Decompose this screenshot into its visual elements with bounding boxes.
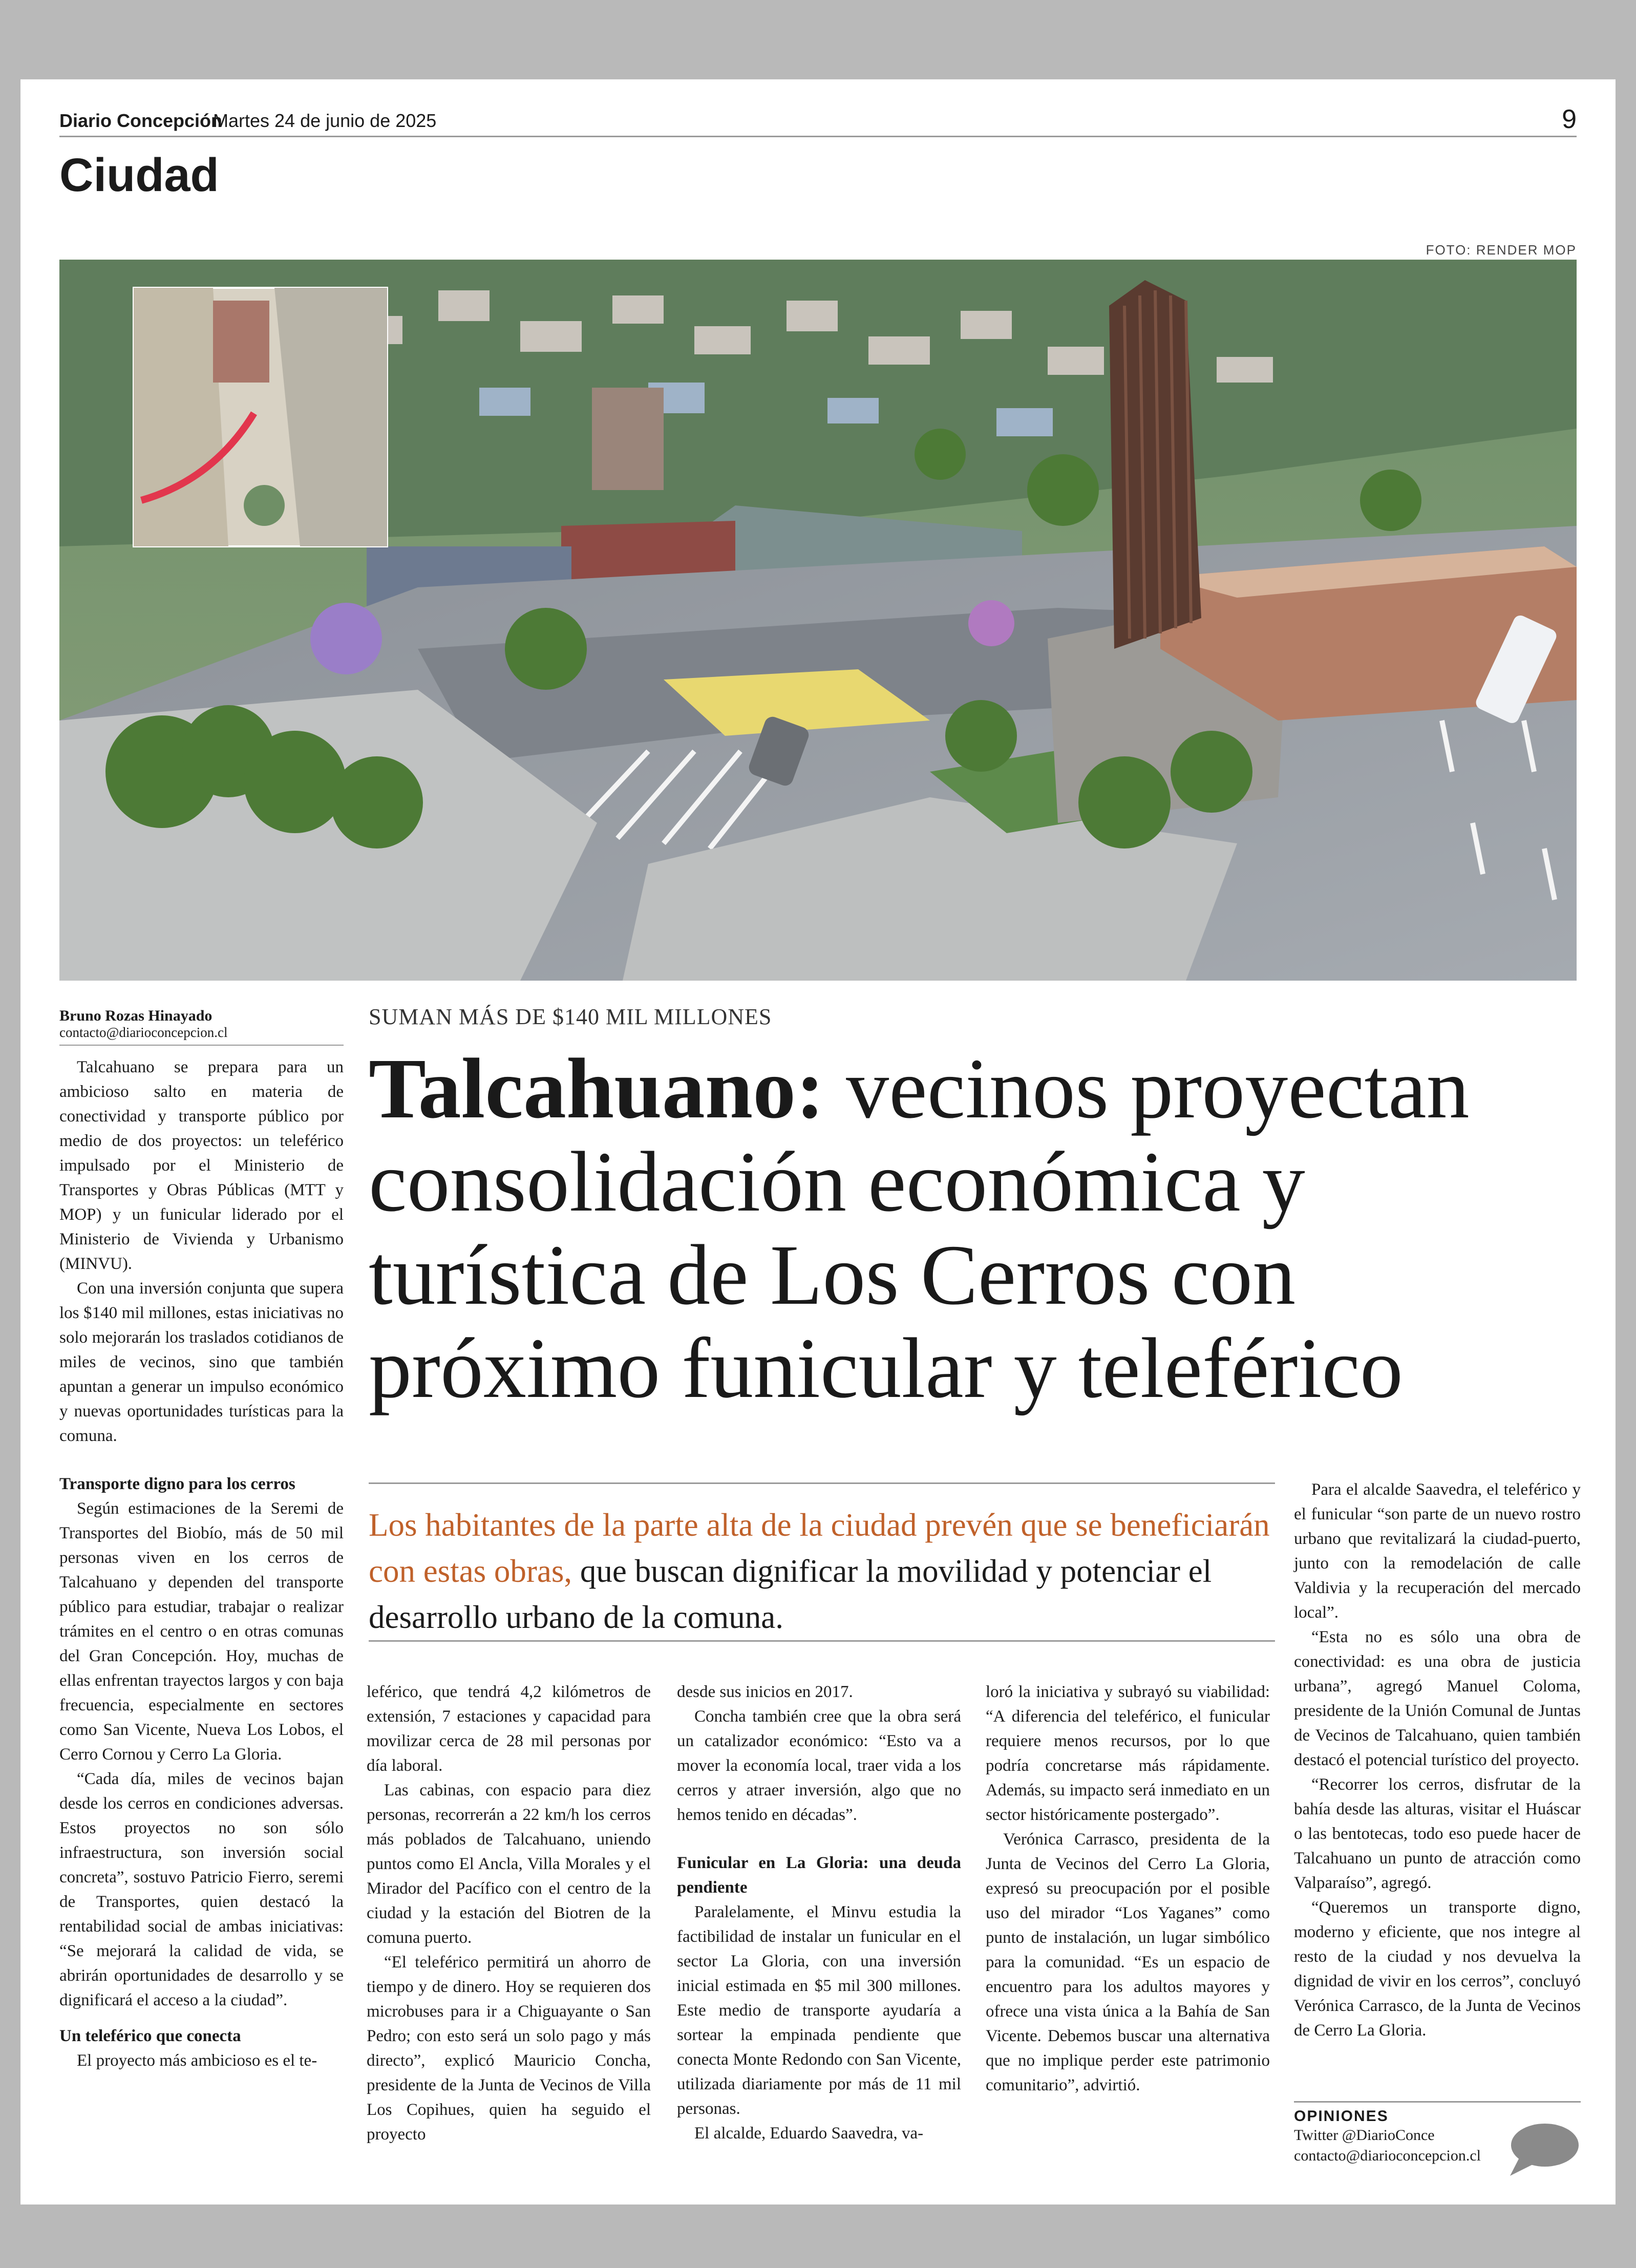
publication-name: Diario Concepción [59,110,223,131]
page-header [59,104,1577,137]
paragraph: desde sus inicios en 2017. [677,1683,853,1701]
paragraph: “Recorrer los cerros, disfrutar de la bahía desde las alturas, visitar el Huáscar o las bentotecas, todo eso puede hacer de Talcahuano un punto de atracción como Valparaíso”, agregó. [1294,1775,1581,1892]
paragraph: El alcalde, Eduardo Saavedra, va- [694,2124,924,2143]
section-title: Ciudad [59,149,219,201]
deck-bottom-rule [369,1640,1275,1642]
author-email[interactable]: contacto@diarioconcepcion.cl [59,1025,228,1040]
paragraph: Para el alcalde Saavedra, el teleférico y el funicular “son parte de un nuevo rostro urbano que revitalizará la ciudad-puerto, junto con la remodelación de calle Valdivia y la recuperación del mercado local”. [1294,1480,1581,1622]
kicker: SUMAN MÁS DE $140 MIL MILLONES [369,1004,772,1029]
page-number: 9 [1562,104,1577,134]
paragraph: loró la iniciativa y subrayó su viabilidad: “A diferencia del teleférico, el funicular requiere menos recursos, por lo que podría concretarse más rápidamente. Además, su impacto será inmediato en un sector históricamente postergado”. [986,1683,1270,1824]
subheading: Funicular en La Gloria: una deuda pendiente [677,1854,961,1897]
publication-date: Martes 24 de junio de 2025 [213,110,437,131]
paragraph: El proyecto más ambicioso es el te- [77,2051,317,2070]
render-illustration [59,260,1577,981]
paragraph: Talcahuano se prepara para un ambicioso salto en materia de conectividad y transporte público por medio de dos proyectos: un teleférico impulsado por el Ministerio de Transportes y Obras Públicas (MTT y MOP) y un funicular liderado por el Ministerio de Vivienda y Urbanismo (MINVU). [59,1058,344,1273]
headline [369,1042,1587,1415]
deck-rest: que buscan dignificar la movilidad y potenciar el desarrollo urbano de la comuna. [369,1553,1212,1635]
paragraph: Verónica Carrasco, presidenta de la Junta de Vecinos del Cerro La Gloria, expresó su preocupación por el posible uso del mirador “Los Yaganes” como punto de instalación, un lugar simbólico para la comunidad. “Es un espacio de encuentro para los adultos mayores y ofrece una vista única a la Bahía de San Vicente. Debemos buscar una alternativa que no implique perder este patrimonio comunitario”, advirtió. [986,1830,1270,2094]
paragraph: Concha también cree que la obra será un catalizador económico: “Esto va a mover la economía local, traer vida a los cerros y atraer inversión, algo que no hemos tenido en décadas”. [677,1707,961,1824]
headline-bold: Talcahuano: [369,1041,825,1136]
opinions-email[interactable]: contacto@diarioconcepcion.cl [1294,2147,1481,2164]
column-1 [59,1055,344,2073]
paragraph: “El teleférico permitirá un ahorro de tiempo y de dinero. Hoy se requieren dos microbuses para ir a Chiguayante o San Pedro; con esto será un solo pago y más directo”, explicó Mauricio Concha, presidente de la Junta de Vecinos de Villa Los Copihues, quien ha seguido el proyecto [367,1953,651,2144]
headline-rest: vecinos proyectan consolidación económica y turística de Los Cerros con próximo funicular y teleférico [369,1041,1470,1416]
opinions-twitter[interactable]: Twitter @DiarioConce [1294,2127,1435,2144]
newspaper-page [20,79,1616,2205]
column-2 [367,1680,651,2147]
deck-highlight: Los habitantes de la parte alta de la ciudad prevén que se beneficiarán con estas obras, [369,1507,1270,1589]
paragraph: Paralelamente, el Minvu estudia la factibilidad de instalar un funicular en el sector La Gloria, con una inversión inicial estimada en $5 mil 300 millones. Este medio de transporte ayudaría a sortear la empinada pendiente que conecta Monte Redondo con San Vicente, utilizada diariamente por más de 11 mil personas. [677,1903,961,2118]
paragraph: Según estimaciones de la Seremi de Transportes del Biobío, más de 50 mil personas viven en los cerros de Talcahuano y dependen del transporte público para estudiar, trabajar o realizar trámites en el centro o en otras comunas del Gran Concepción. Hoy, muchas de ellas enfrentan trayectos largos y con baja frecuencia, especialmente en sectores como San Vicente, Nueva Los Lobos, el Cerro Cornou y Cerro La Gloria. [59,1499,344,1764]
paragraph: leférico, que tendrá 4,2 kilómetros de extensión, 7 estaciones y capacidad para movilizar cerca de 28 mil personas por día laboral. [367,1683,651,1775]
paragraph: “Queremos un transporte digno, moderno y eficiente, que nos integre al resto de la ciudad y nos devuelva la dignidad de vivir en los cerros”, concluyó Verónica Carrasco, de la Junta de Vecinos de Cerro La Gloria. [1294,1898,1581,2040]
byline [59,1007,344,1046]
paragraph: Con una inversión conjunta que supera los $140 mil millones, estas iniciativas no solo mejorarán los traslados cotidianos de miles de vecinos, sino que también apuntan a generar un impulso económico y nuevas oportunidades turísticas para la comuna. [59,1279,344,1445]
opinions-title: OPINIONES [1294,2108,1389,2125]
subheading: Un teleférico que conecta [59,2027,241,2045]
paragraph: Las cabinas, con espacio para diez personas, recorrerán a 22 km/h los cerros más poblados de Talcahuano, uniendo puntos como El Ancla, Villa Morales y el Mirador del Pacífico con el centro de la ciudad y la estación del Biotren de la comuna puerto. [367,1781,651,1947]
deck-top-rule [369,1482,1275,1484]
photo-credit: FOTO: RENDER MOP [1426,242,1577,258]
article-photo [59,260,1577,981]
column-5 [1294,1477,1581,2043]
author-name: Bruno Rozas Hinayado [59,1007,213,1024]
column-3 [677,1680,961,2146]
column-4 [986,1680,1270,2097]
opinions-box [1294,2101,1581,2166]
speech-bubble-icon [1504,2122,1581,2178]
deck [369,1502,1275,1640]
subheading: Transporte digno para los cerros [59,1475,295,1493]
paragraph: “Cada día, miles de vecinos bajan desde los cerros en condiciones adversas. Estos proyectos no son sólo infraestructura, son inversión social concreta”, sostuvo Patricio Fierro, seremi de Transportes, quien destacó la rentabilidad social de ambas iniciativas: “Se mejorará la calidad de vida, se abrirán oportunidades de desarrollo y se dignificará el acceso a la ciudad”. [59,1770,344,2009]
paragraph: “Esta no es sólo una obra de conectividad: es una obra de justicia urbana”, agregó Manuel Coloma, presidente de la Unión Comunal de Juntas de Vecinos de Talcahuano, quien también destacó el potencial turístico del proyecto. [1294,1628,1581,1769]
